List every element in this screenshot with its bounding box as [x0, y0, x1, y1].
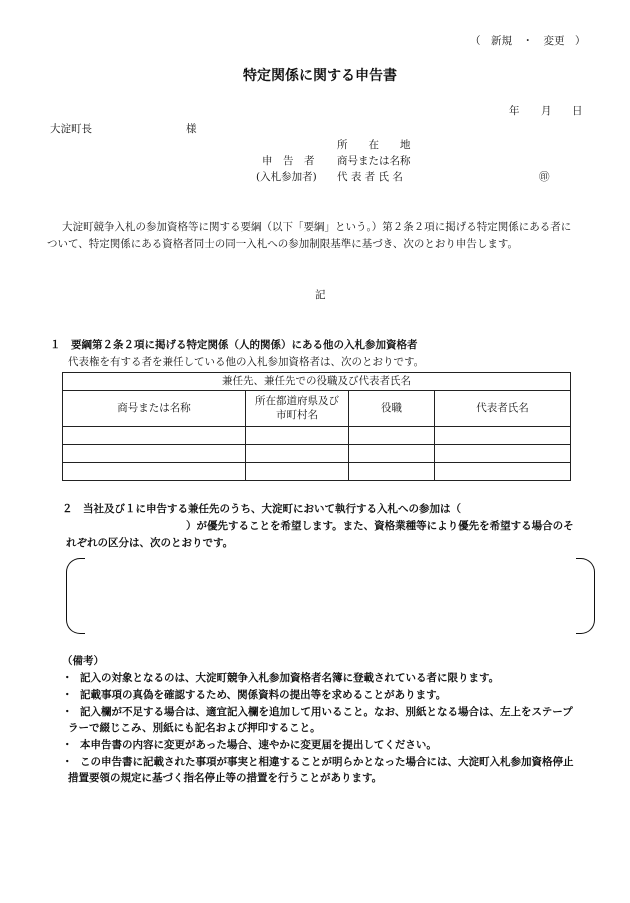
location-label: 所 在 地	[337, 139, 411, 151]
column-header-position: 役職	[349, 391, 435, 427]
date-day: 日	[572, 105, 583, 117]
date-year: 年	[509, 105, 520, 117]
note-bullet: ・	[62, 739, 73, 751]
section2-line-3: れぞれの区分は、次のとおりです。	[66, 537, 234, 549]
table-cell[interactable]	[349, 463, 435, 481]
table-cell[interactable]	[246, 445, 349, 463]
note-item-5: この申告書に記載された事項が事実と相違することが明らかとなった場合には、大淀町入札参加資格停止	[80, 756, 574, 768]
table-cell[interactable]	[435, 427, 571, 445]
column-header-location-text: 所在都道府県及び 市町村名	[255, 394, 339, 421]
note-bullet: ・	[62, 706, 73, 718]
new-or-change-label: （ 新規 ・ 変更 ）	[470, 35, 586, 47]
note-bullet: ・	[62, 756, 73, 768]
concurrent-position-table	[62, 372, 571, 481]
column-header-location	[246, 391, 349, 427]
note-item-1: 記入の対象となるのは、大淀町競争入札参加資格者名簿に登載されている者に限ります。	[80, 672, 500, 684]
note-item-4: 本申告書の内容に変更があった場合、速やかに変更届を提出してください。	[80, 739, 437, 751]
table-cell[interactable]	[435, 445, 571, 463]
table-cell[interactable]	[63, 445, 246, 463]
table-row	[63, 463, 571, 481]
note-bullet: ・	[62, 672, 73, 684]
note-bullet: ・	[62, 689, 73, 701]
bracket-left	[66, 558, 85, 634]
notes-heading: （備考）	[62, 655, 104, 667]
column-header-company: 商号または名称	[63, 391, 246, 427]
section2-line-1: ２ 当社及び１に申告する兼任先のうち、大淀町において執行する入札への参加は（	[62, 503, 461, 515]
company-name-label: 商号または名称	[337, 155, 411, 167]
seal-icon: ㊞	[539, 171, 550, 183]
note-item-3: 記入欄が不足する場合は、適宜記入欄を追加して用いること。なお、別紙となる場合は、左上をステープ	[80, 706, 573, 718]
table-cell[interactable]	[63, 427, 246, 445]
section1-heading: １ 要綱第２条２項に掲げる特定関係（人的関係）にある他の入札参加資格者	[50, 339, 418, 351]
declarant-role-sub: (入札参加者)	[256, 171, 317, 183]
page-title: 特定関係に関する申告書	[243, 68, 397, 84]
intro-line-2: ついて、特定関係にある資格者同士の同一入札への参加制限基準に基づき、次のとおり申告します。	[47, 238, 519, 250]
table-cell[interactable]	[435, 463, 571, 481]
table-cell[interactable]	[349, 445, 435, 463]
honorific: 様	[186, 123, 197, 135]
intro-line-1: 大淀町競争入札の参加資格等に関する要綱（以下「要綱」という。）第２条２項に掲げる特定関係にある者に	[62, 221, 572, 233]
table-cell[interactable]	[246, 427, 349, 445]
column-header-representative: 代表者氏名	[435, 391, 571, 427]
date-month: 月	[541, 105, 552, 117]
section1-subtext: 代表権を有する者を兼任している他の入札参加資格者は、次のとおりです。	[68, 356, 425, 368]
table-row	[63, 445, 571, 463]
ki-label: 記	[315, 289, 326, 301]
table-row	[63, 427, 571, 445]
table-cell[interactable]	[349, 427, 435, 445]
note-item-3-cont: ラーで綴じこみ、別紙にも記名および押印すること。	[68, 722, 321, 734]
table-cell[interactable]	[246, 463, 349, 481]
addressee: 大淀町長	[50, 123, 92, 135]
note-item-5-cont: 措置要領の規定に基づく指名停止等の措置を行うことがあります。	[68, 772, 383, 784]
bracket-right	[576, 558, 595, 634]
section2-line-2: ）が優先することを希望します。また、資格業種等により優先を希望する場合のそ	[186, 520, 574, 532]
table-cell[interactable]	[63, 463, 246, 481]
note-item-2: 記載事項の真偽を確認するため、関係資料の提出等を求めることがあります。	[80, 689, 447, 701]
declarant-role-label: 申 告 者	[262, 155, 315, 167]
table-group-header: 兼任先、兼任先での役職及び代表者氏名	[63, 373, 571, 391]
representative-label: 代 表 者 氏 名	[337, 171, 403, 183]
